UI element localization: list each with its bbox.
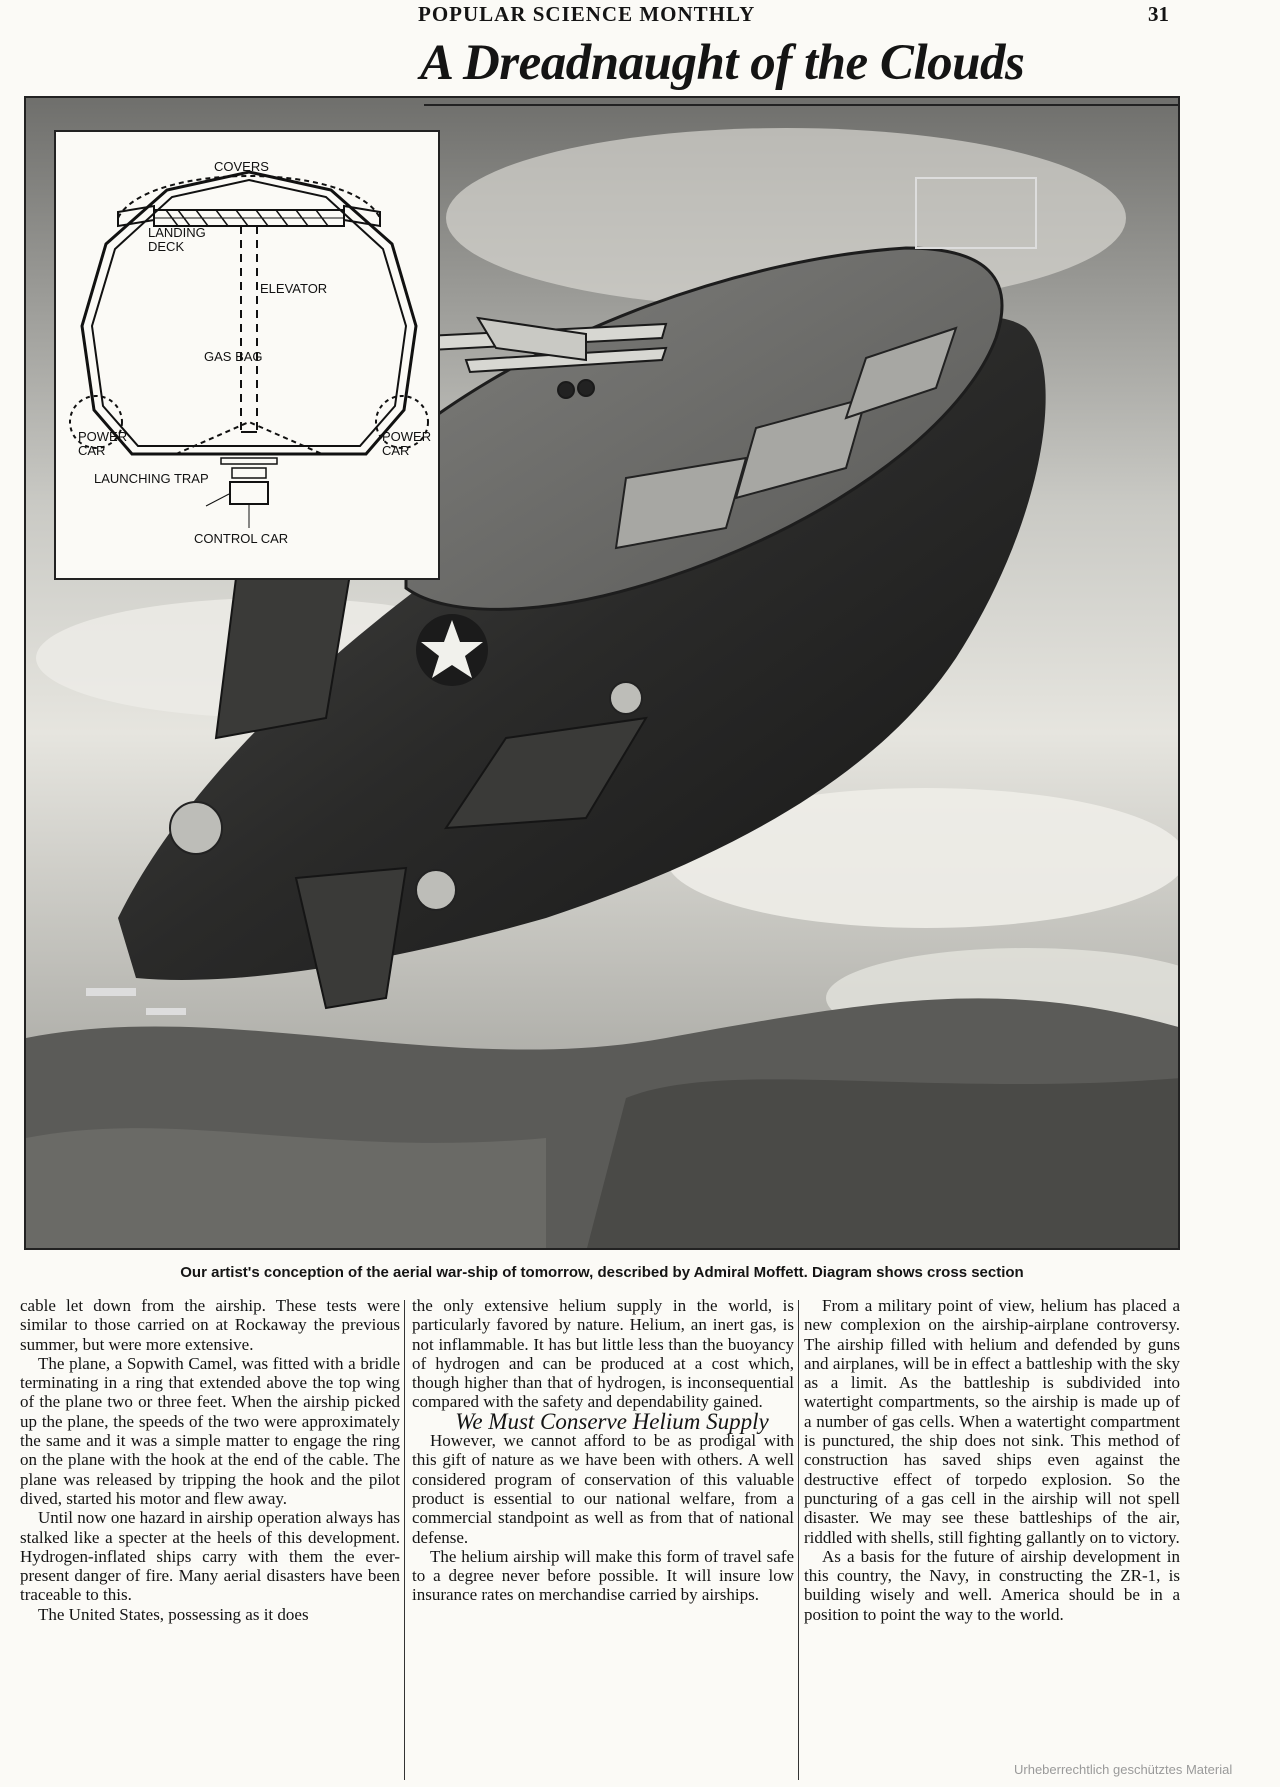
label-landing-deck: LANDING DECK: [148, 225, 206, 254]
column-divider: [404, 1300, 405, 1780]
paragraph: The United States, possessing as it does: [38, 1604, 309, 1624]
label-power-car-right: POWER CAR: [382, 429, 432, 458]
column-divider: [798, 1300, 799, 1780]
label-power-car-left: POWER CAR: [78, 429, 128, 458]
label-covers: COVERS: [214, 159, 269, 174]
cross-section-diagram: [54, 130, 440, 580]
paragraph: the only extensive helium supply in the world, is particularly favored by nature. Helium, an inert gas, is not inflammable. It has but little less than the buoyancy of hydrogen and can be produced at a cost which, though higher than that of hydrogen, is inconsequential compared with the safety and dependability gained.: [412, 1296, 794, 1412]
running-head: [0, 2, 1280, 26]
illustration-caption: Our artist's conception of the aerial war-ship of tomorrow, described by Admiral Moffett. Diagram shows cross section: [180, 1264, 1024, 1281]
page-number: 31: [1148, 2, 1169, 26]
label-elevator: ELEVATOR: [260, 281, 328, 296]
paragraph: Until now one hazard in airship operation always has stalked like a specter at the heels of this development. Hydrogen-inflated ships carry with them the ever-present danger of fire. Many aerial disasters have been traceable to this.: [20, 1508, 400, 1605]
title-rule: [424, 104, 1179, 106]
section-subhead: We Must Conserve Helium Supply: [455, 1408, 769, 1434]
label-control-car: CONTROL CAR: [194, 531, 289, 546]
column-1: [20, 1296, 400, 1624]
paragraph: From a military point of view, helium has placed a new complexion on the airship-airplane controversy. The airship filled with helium and defended by guns and airplanes, will be in effect a battleship with the sky as a limit. As the battleship is subdivided into watertight compartments, so the airship is made up of a number of gas cells. When a watertight compartment is punctured, the ship does not sink. This method of construction has saved ships even against the destructive effect of torpedo explosion. So the puncturing of a gas cell in the airship will not spell disaster. We may see these battleships of the air, riddled with shells, still fighting gallantly on to victory.: [804, 1296, 1180, 1547]
column-3: [804, 1296, 1180, 1624]
column-2: [412, 1296, 794, 1605]
label-launching-trap: LAUNCHING TRAP: [94, 471, 209, 486]
magazine-name: POPULAR SCIENCE MONTHLY: [418, 2, 756, 26]
copyright-watermark: Urheberrechtlich geschütztes Material: [1014, 1762, 1233, 1777]
label-gas-bag: GAS BAG: [204, 349, 263, 364]
paragraph: However, we cannot afford to be as prodigal with this gift of nature as we have been with others. A well considered program of conservation of this valuable product is essential to our national welfare, from a commercial standpoint as well as from that of national defense.: [412, 1431, 794, 1547]
paragraph: cable let down from the airship. These tests were similar to those carried on at Rockaway the previous summer, but were more extensive.: [20, 1296, 400, 1354]
paragraph: As a basis for the future of airship development in this country, the Navy, in constructing the ZR-1, is building wisely and well. America should be in a position to point the way to the world.: [804, 1546, 1180, 1624]
paragraph: The plane, a Sopwith Camel, was fitted with a bridle terminating in a ring that extended above the top wing of the plane two or three feet. When the airship picked up the plane, the speeds of the two were approximately the same and it was a simple matter to engage the ring on the plane with the hook at the end of the cable. The plane was released by tripping the hook and the pilot dived, started his motor and flew away.: [20, 1353, 400, 1508]
paragraph: The helium airship will make this form of travel safe to a degree never before possible. It will insure low insurance rates on merchandise carried by airships.: [412, 1546, 794, 1605]
article-title: A Dreadnaught of the Clouds: [420, 35, 1025, 91]
airship-illustration: [24, 96, 1180, 1250]
